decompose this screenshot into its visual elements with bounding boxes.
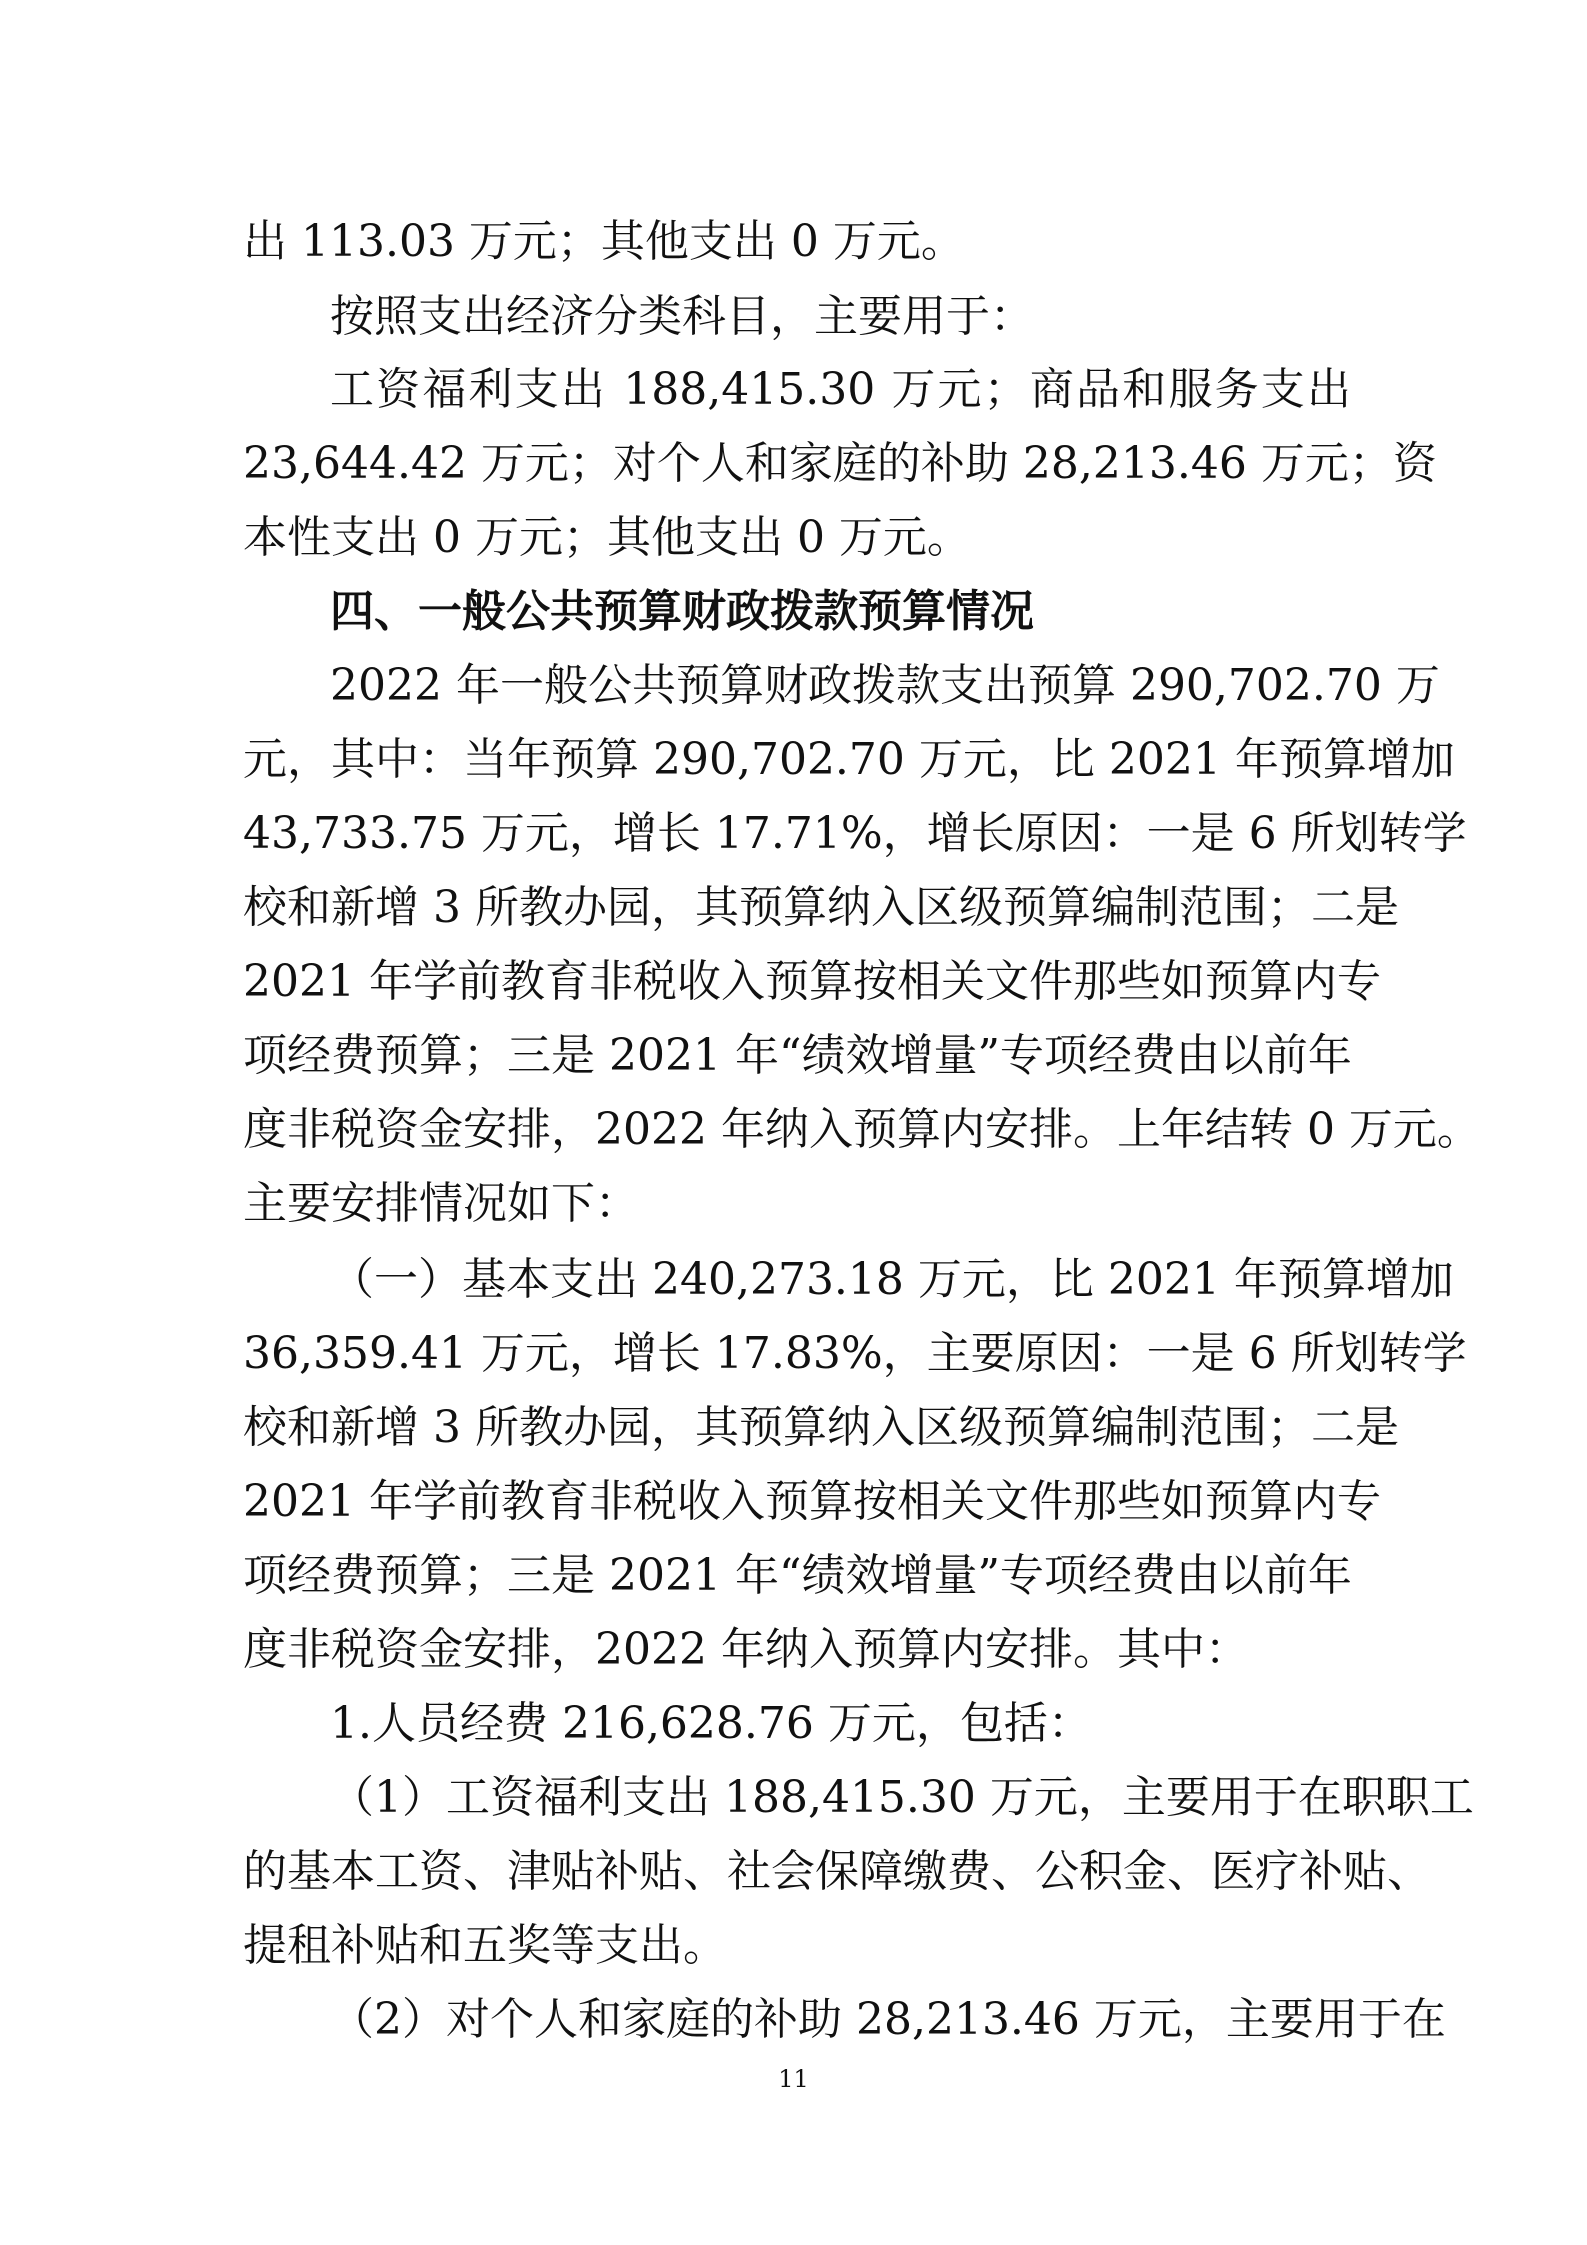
text-line: 度非税资金安排，2022 年纳入预算内安排。其中： [243,1624,1249,1675]
text-line: 2021 年学前教育非税收入预算按相关文件那些如预算内专 [243,956,1381,1007]
text-line: （一）基本支出 240,273.18 万元，比 2021 年预算增加 [330,1254,1454,1305]
text-line: 提租补贴和五奖等支出。 [243,1920,727,1971]
text-line: 主要安排情况如下： [243,1178,639,1229]
page-number: 11 [778,2065,809,2093]
text-line: 2022 年一般公共预算财政拨款支出预算 290,702.70 万 [330,660,1440,711]
section-heading: 四、一般公共预算财政拨款预算情况 [330,586,1034,637]
text-line: 校和新增 3 所教办园，其预算纳入区级预算编制范围；二是 [243,1402,1399,1453]
text-line: 按照支出经济分类科目，主要用于： [330,291,1034,342]
text-line: 工资福利支出 188,415.30 万元；商品和服务支出 [330,364,1351,415]
text-line: 本性支出 0 万元；其他支出 0 万元。 [243,512,971,563]
text-line: 出 113.03 万元；其他支出 0 万元。 [243,216,965,267]
text-line: （2）对个人和家庭的补助 28,213.46 万元，主要用于在 [330,1994,1446,2045]
text-line: 项经费预算；三是 2021 年“绩效增量”专项经费由以前年 [243,1550,1352,1601]
text-line: 度非税资金安排，2022 年纳入预算内安排。上年结转 0 万元。 [243,1104,1481,1155]
text-line: 23,644.42 万元；对个人和家庭的补助 28,213.46 万元；资 [243,438,1437,489]
text-line: 43,733.75 万元，增长 17.71%，增长原因：一是 6 所划转学 [243,808,1467,859]
text-line: 2021 年学前教育非税收入预算按相关文件那些如预算内专 [243,1476,1381,1527]
text-line: 1.人员经费 216,628.76 万元，包括： [330,1698,1092,1749]
text-line: （1）工资福利支出 188,415.30 万元，主要用于在职职工 [330,1772,1474,1823]
text-line: 项经费预算；三是 2021 年“绩效增量”专项经费由以前年 [243,1030,1352,1081]
text-line: 的基本工资、津贴补贴、社会保障缴费、公积金、医疗补贴、 [243,1846,1431,1897]
text-line: 校和新增 3 所教办园，其预算纳入区级预算编制范围；二是 [243,882,1399,933]
text-line: 36,359.41 万元，增长 17.83%，主要原因：一是 6 所划转学 [243,1328,1467,1379]
text-line: 元，其中：当年预算 290,702.70 万元，比 2021 年预算增加 [243,734,1455,785]
